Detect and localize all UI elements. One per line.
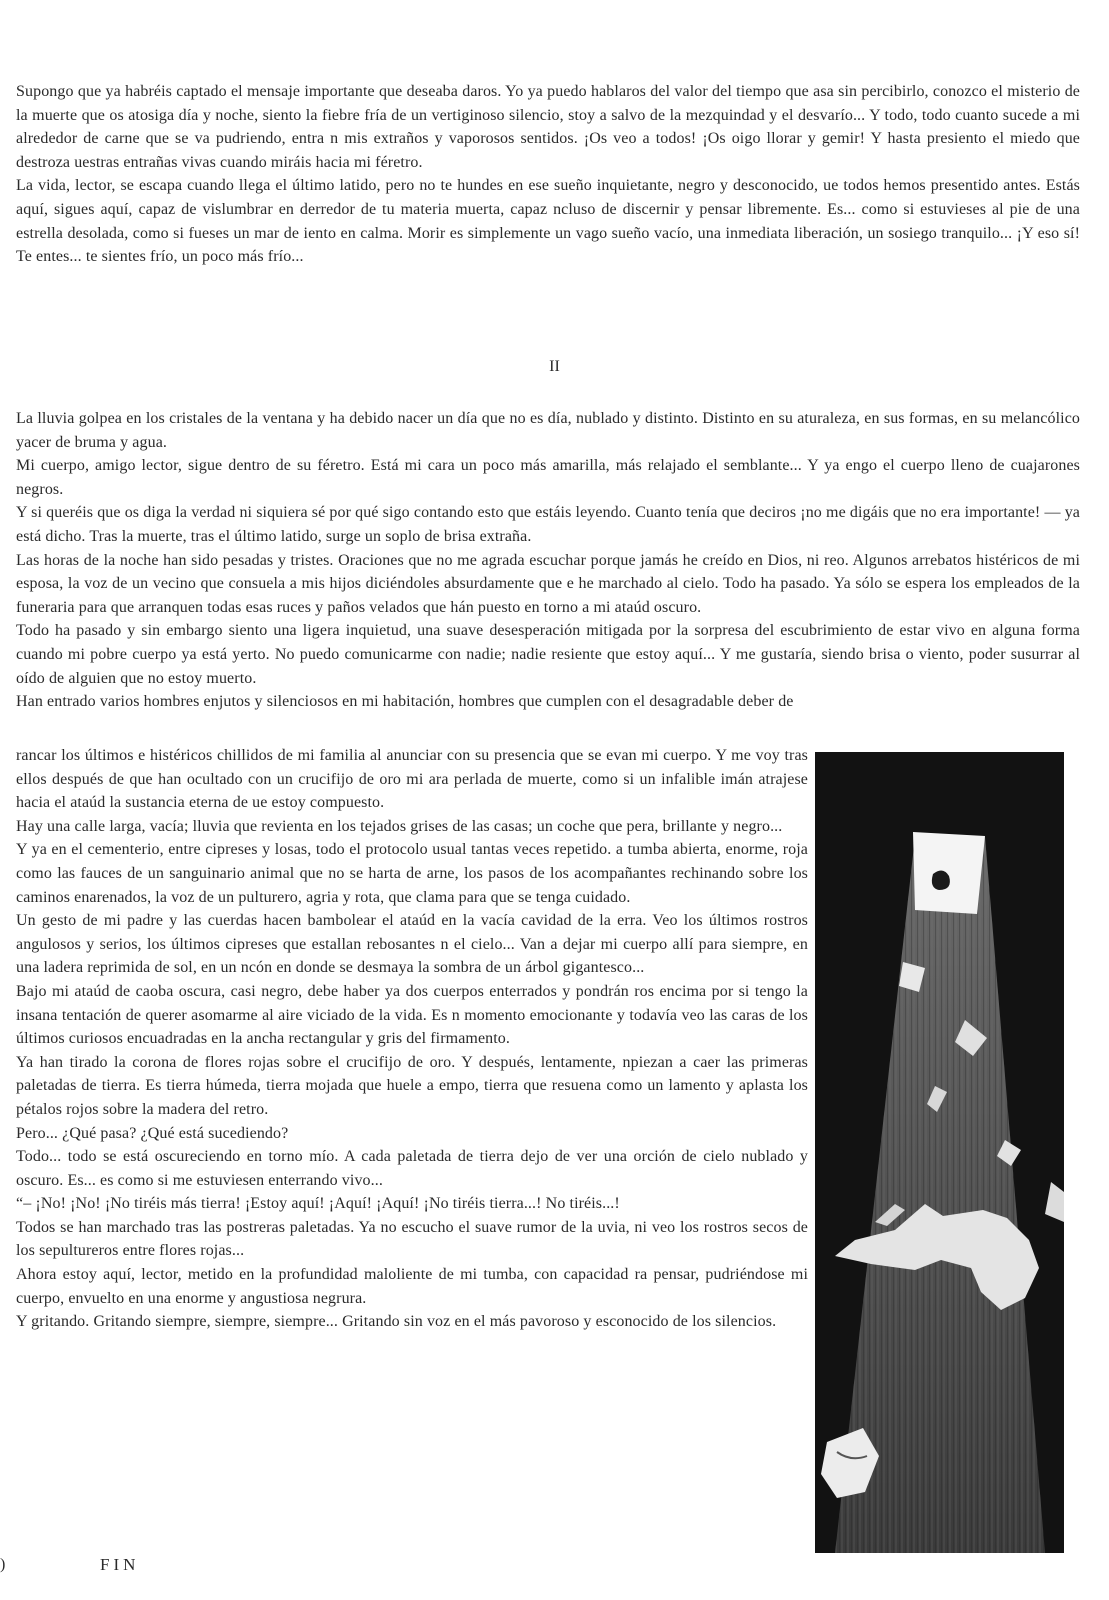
page-number: ) — [0, 1556, 6, 1573]
paragraph: Pero... ¿Qué pasa? ¿Qué está sucediendo? — [16, 1124, 289, 1142]
paragraph: Mi cuerpo, amigo lector, sigue dentro de su féretro. Está mi cara un poco más amarilla, más relajado el semblante... Y ya engo el cuerpo lleno de cuajarones negros. — [16, 457, 1080, 498]
paragraph: Ya han tirado la corona de flores rojas sobre el crucifijo de oro. Y después, lentamente, npiezan a caer las primeras paletadas de tierra. Es tierra húmeda, tierra mojada que huele a empo, tierra que resuena como un lamento y aplasta los pétalos rojos sobre la madera del retro. — [16, 1053, 808, 1118]
paragraph: Y si queréis que os diga la verdad ni siquiera sé por qué sigo contando esto que estáis leyendo. Cuanto tenía que deciros ¡no me digáis que no era importante! — ya está dicho. Tras la muerte, tras el último latido, surge un soplo de brisa extraña. — [16, 504, 1080, 545]
paragraph: Hay una calle larga, vacía; lluvia que revienta en los tejados grises de las casas; un coche que pera, brillante y negro... — [16, 817, 783, 835]
falling-figure-illustration — [815, 752, 1064, 1553]
section-heading: II — [549, 358, 560, 375]
paragraph: Un gesto de mi padre y las cuerdas hacen bambolear el ataúd en la vacía cavidad de la erra. Veo los últimos rostros angulosos y serios, los últimos cipreses que estallan rebosantes n el cielo... Van a dejar mi cuerpo allí para siempre, en una ladera reprimida de sol, en un ncón en donde se desmaya la sombra de un árbol gigantesco... — [16, 912, 808, 977]
end-marker: FIN — [100, 1555, 140, 1574]
section-two-text — [16, 407, 1080, 714]
paragraph: Todo... todo se está oscureciendo en torno mío. A cada paletada de tierra dejo de ver una orción de cielo nublado y oscuro. Es... es como si me estuviesen enterrando vivo... — [16, 1148, 808, 1189]
paragraph: Bajo mi ataúd de caoba oscura, casi negro, debe haber ya dos cuerpos enterrados y pondrán ros encima por si tengo la insana tentación de querer asomarme al aire viciado de la vida. Es n momento emocionante y todavía veo las caras de los últimos curiosos encuadradas en la ancha rectangular y gris del firmamento. — [16, 982, 808, 1048]
paragraph: “– ¡No! ¡No! ¡No tiréis más tierra! ¡Estoy aquí! ¡Aquí! ¡Aquí! ¡No tiréis tierra...! No tiréis...! — [16, 1195, 620, 1213]
paragraph: Las horas de la noche han sido pesadas y tristes. Oraciones que no me agrada escuchar porque jamás he creído en Dios, ni reo. Algunos arrebatos histéricos de mi esposa, la voz de un vecino que consuela a mis hijos diciéndoles absurdamente que e he marchado al cielo. Todo ha pasado. Ya sólo se espera los empleados de la funeraria para que arranquen todas esas ruces y paños velados que hán puesto en torno a mi ataúd oscuro. — [16, 551, 1080, 616]
section-two-column-text — [16, 744, 808, 1334]
paragraph: Y gritando. Gritando siempre, siempre, siempre... Gritando sin voz en el más pavoroso y esconocido de los silencios. — [16, 1313, 777, 1331]
paragraph: Todo ha pasado y sin embargo siento una ligera inquietud, una suave desesperación mitigada por la sorpresa del escubrimiento de estar vivo en alguna forma cuando mi pobre cuerpo ya está yerto. No puedo comunicarme con nadie; nadie resiente que estoy aquí... Y me gustaría, siendo brisa o viento, poder susurrar al oído de alguien que no estoy muerto. — [16, 622, 1080, 687]
paragraph: Supongo que ya habréis captado el mensaje importante que deseaba daros. Yo ya puedo hablaros del valor del tiempo que asa sin percibirlo, conozco el misterio de la muerte que os atosiga día y noche, siento la fiebre fría de un vertiginoso silencio, stoy a salvo de la mezquindad y el desvarío... Y todo, todo cuanto sucede a mi alrededor de carne que se va pudriendo, entra n mis extraños y vaporosos sentidos. ¡Os veo a todos! ¡Os oigo llorar y gemir! Y hasta presiento el miedo que destroza uestras entrañas vivas cuando miráis hacia mi féretro. — [16, 83, 1080, 171]
paragraph: Han entrado varios hombres enjutos y silenciosos en mi habitación, hombres que cumplen con el desagradable deber de — [16, 693, 794, 711]
paragraph: Ahora estoy aquí, lector, metido en la profundidad maloliente de mi tumba, con capacidad ra pensar, pudriéndose mi cuerpo, envuelto en una enorme y angustiosa negrura. — [16, 1266, 808, 1307]
illustration — [815, 752, 1064, 1553]
paragraph: La vida, lector, se escapa cuando llega el último latido, pero no te hundes en ese sueño inquietante, negro y desconocido, ue todos hemos presentido antes. Estás aquí, sigues aquí, capaz de vislumbrar en derredor de tu materia muerta, capaz ncluso de discernir y pensar libremente. Es... como si estuvieses al pie de una estrella desolada, como si fueses un mar de iento en calma. Morir es simplemente un vago sueño vacío, una inmediata liberación, un sosiego tranquilo... ¡Y eso sí! Te entes... te sientes frío, un poco más frío... — [16, 177, 1080, 266]
paragraph: Y ya en el cementerio, entre cipreses y losas, todo el protocolo usual tantas veces repetido. a tumba abierta, enorme, roja como las fauces de un sanguinario animal que no se harta de arne, los pasos de los acompañantes rechinando sobre los caminos enarenados, la voz de un pulturero, agria y rota, que clama para que se tenga cuidado. — [16, 841, 808, 906]
section-one-text — [16, 80, 1080, 269]
paragraph: Todos se han marchado tras las postreras paletadas. Ya no escucho el suave rumor de la uvia, ni veo los rostros secos de los sepultureros entre flores rojas... — [16, 1218, 808, 1260]
paragraph: rancar los últimos e histéricos chillidos de mi familia al anunciar con su presencia que se evan mi cuerpo. Y me voy tras ellos después de que han ocultado con un crucifijo de oro mi ara perlada de muerte, como si un infalible imán atrajese hacia el ataúd la sustancia eterna de ue estoy compuesto. — [16, 747, 808, 812]
paragraph: La lluvia golpea en los cristales de la ventana y ha debido nacer un día que no es día, nublado y distinto. Distinto en su aturaleza, en sus formas, en su melancólico yacer de bruma y agua. — [16, 410, 1080, 451]
